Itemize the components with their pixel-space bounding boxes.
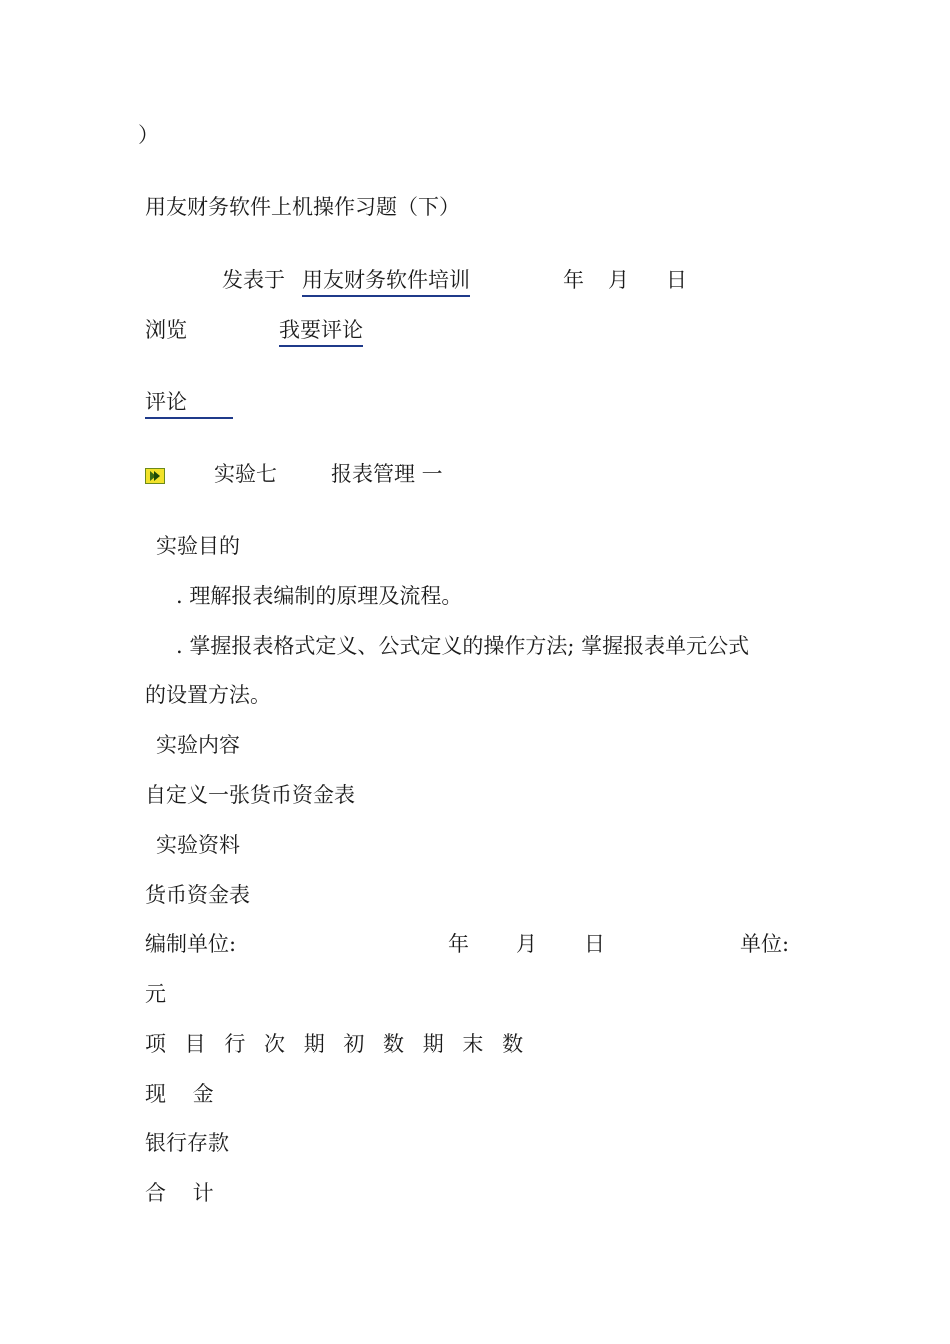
purpose-item-2-cont: 的设置方法。: [145, 683, 271, 707]
prepared-by-label: 编制单位:: [145, 932, 237, 956]
year-label: 年: [563, 268, 584, 292]
add-comment-link[interactable]: 我要评论: [279, 317, 363, 347]
table-year: 年: [448, 932, 469, 956]
section-name: 实验七: [214, 462, 277, 486]
category-link[interactable]: 用友财务软件培训: [302, 267, 470, 297]
content-text: 自定义一张货币资金表: [145, 783, 355, 807]
table-row: 现 金: [145, 1082, 214, 1106]
arrow-icon: [145, 468, 165, 484]
content-heading: 实验内容: [156, 733, 240, 757]
table-row: 银行存款: [145, 1131, 229, 1155]
unit-value: 元: [145, 982, 166, 1006]
section-subtitle: 报表管理 一: [331, 462, 443, 486]
table-title: 货币资金表: [145, 883, 250, 907]
month-label: 月: [608, 268, 629, 292]
table-row: 合 计: [145, 1181, 214, 1205]
table-month: 月: [516, 932, 537, 956]
published-label: 发表于: [222, 268, 285, 292]
browse-label: 浏览: [145, 318, 187, 342]
page-title: 用友财务软件上机操作习题（下）: [145, 195, 460, 219]
comments-link[interactable]: 评论: [145, 389, 233, 419]
unit-label: 单位:: [740, 932, 790, 956]
table-day: 日: [584, 932, 605, 956]
purpose-item-2: . 掌握报表格式定义、公式定义的操作方法; 掌握报表单元公式: [176, 634, 750, 658]
top-paren: ）: [138, 123, 159, 147]
day-label: 日: [666, 268, 687, 292]
purpose-item-1: . 理解报表编制的原理及流程。: [176, 584, 463, 608]
table-header-row: 项 目 行 次 期 初 数 期 末 数: [145, 1032, 530, 1056]
purpose-heading: 实验目的: [156, 534, 240, 558]
material-heading: 实验资料: [156, 833, 240, 857]
